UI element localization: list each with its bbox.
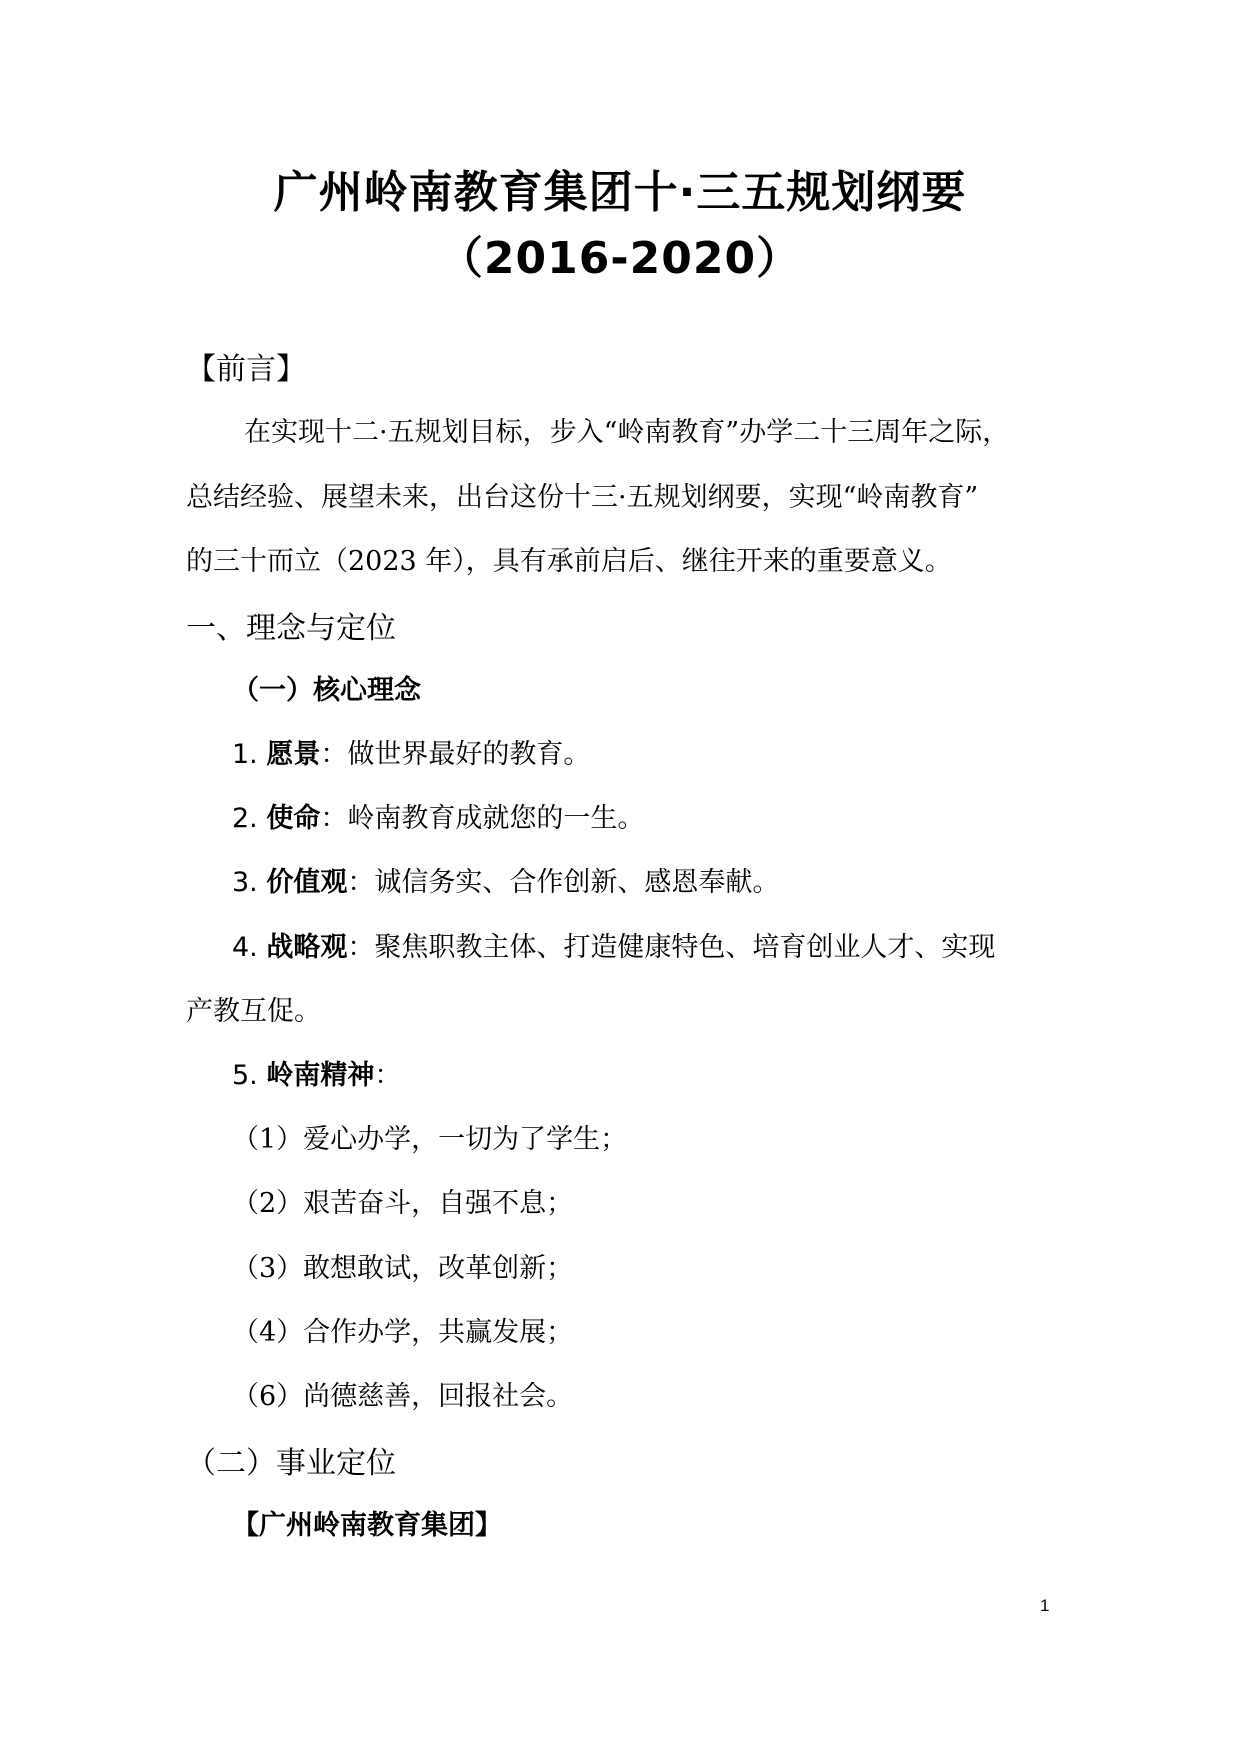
item-label: 愿景: [266, 739, 321, 770]
document-title: 广州岭南教育集团十·三五规划纲要: [273, 167, 967, 218]
item-separator: ：: [320, 739, 348, 770]
preface-paragraph-line: 总结经验、展望未来，出台这份十三·五规划纲要，实现“岭南教育”: [186, 482, 979, 513]
group-heading: 【广州岭南教育集团】: [232, 1510, 502, 1541]
section-heading: 一、理念与定位: [186, 611, 396, 646]
core-concept-item: [232, 860, 779, 899]
item-number: 2.: [232, 803, 258, 834]
item-continuation: 产教互促。: [186, 996, 321, 1027]
spirit-item: （4）合作办学，共赢发展；: [232, 1317, 574, 1348]
preface-paragraph-line: 的三十而立（2023 年），具有承前启后、继往开来的重要意义。: [186, 546, 952, 577]
document-title-years: （2016-2020）: [438, 233, 802, 284]
item-separator: ：: [347, 867, 375, 898]
item-number: 1.: [232, 739, 258, 770]
subsection-heading: （一）核心理念: [232, 675, 421, 706]
item-text: 做世界最好的教育。: [347, 739, 591, 770]
spirit-item: （6）尚德慈善，回报社会。: [232, 1381, 574, 1412]
page-number: 1: [1040, 1596, 1050, 1615]
item-separator: ：: [320, 803, 348, 834]
item-label: 战略观: [266, 932, 348, 963]
item-text: 诚信务实、合作创新、感恩奉献。: [374, 867, 780, 898]
item-number: 3.: [232, 867, 258, 898]
item-separator: ：: [374, 1060, 402, 1091]
preface-heading: 【前言】: [186, 352, 306, 387]
preface-paragraph-line: 在实现十二·五规划目标，步入“岭南教育”办学二十三周年之际，: [244, 417, 1010, 448]
subsection-heading: （二）事业定位: [186, 1446, 396, 1481]
item-text: 岭南教育成就您的一生。: [347, 803, 645, 834]
item-label: 价值观: [266, 867, 348, 898]
core-concept-item: [232, 925, 995, 964]
item-text: 聚焦职教主体、打造健康特色、培育创业人才、实现: [374, 932, 996, 963]
item-label: 岭南精神: [266, 1060, 375, 1091]
core-concept-item: [232, 1053, 401, 1092]
item-number: 4.: [232, 932, 258, 963]
core-concept-item: [232, 796, 644, 835]
item-separator: ：: [347, 932, 375, 963]
core-concept-item: [232, 732, 590, 771]
spirit-item: （3）敢想敢试，改革创新；: [232, 1253, 574, 1284]
item-label: 使命: [266, 803, 321, 834]
spirit-item: （1）爱心办学，一切为了学生；: [232, 1124, 628, 1155]
item-number: 5.: [232, 1060, 258, 1091]
spirit-item: （2）艰苦奋斗，自强不息；: [232, 1188, 574, 1219]
